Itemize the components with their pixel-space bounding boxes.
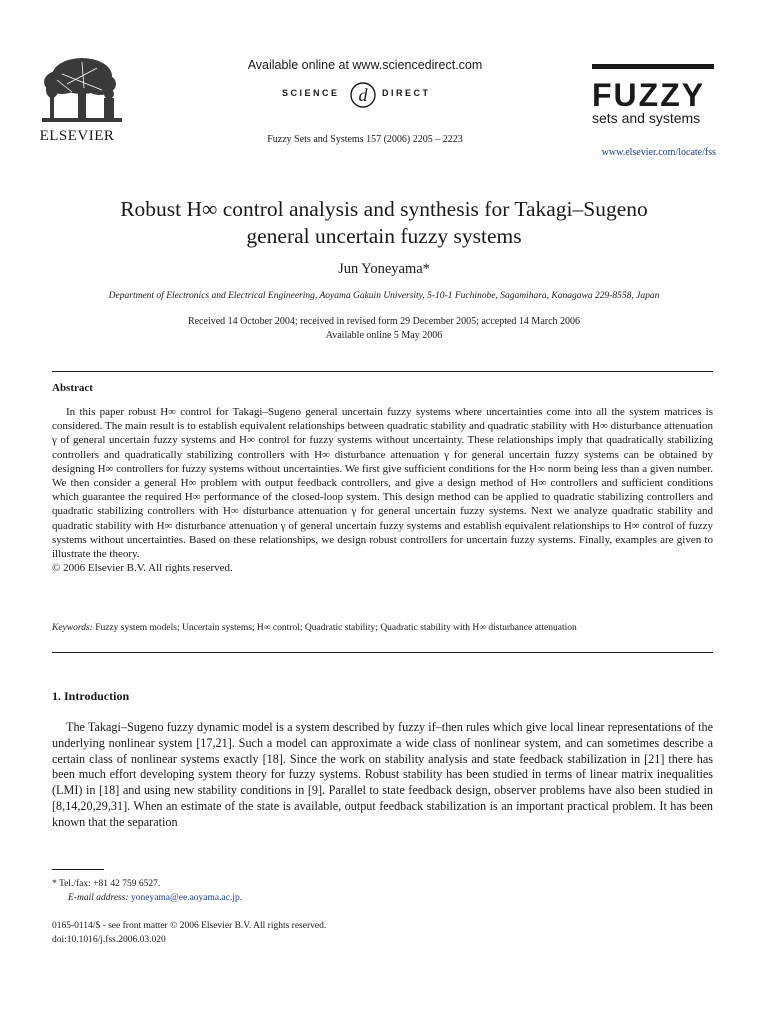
footnote-rule: [52, 869, 104, 870]
sd-right-text: DIRECT: [382, 88, 431, 98]
abstract-paragraph: In this paper robust H∞ control for Takagi–Sugeno general uncertain fuzzy systems where uncertainties come into all the system matrices is considered. The main result is to establish equivalent relationships between quadratic stability and quadratic stability with H∞ disturbance attenuation γ of general uncertain fuzzy systems and H∞ control for fuzzy systems without uncertainty. These relationships imply that quadratically stabilizing controllers and quadratically stabilizing controllers with H∞ disturbance attenuation γ for general uncertain fuzzy systems can be obtained by designing H∞ controllers for fuzzy systems without uncertainties. We first give sufficient conditions for the H∞ norm being less than a given number. We then consider a general H∞ problem with output feedback controllers, and give a design method of H∞ controllers and sufficient conditions which guarantee the required H∞ performance of the closed-loop system. This design method can be applied to quadratic stabilizing controllers and quadratic stabilizing controllers with H∞ disturbance attenuation γ for general uncertain fuzzy systems. Next we analyze quadratic stability and quadratic stability with H∞ disturbance attenuation γ of general uncertain fuzzy systems and establish equivalent relationships to H∞ control of fuzzy systems without uncertainties. Based on these relationships, we design robust controllers for uncertain fuzzy systems. Finally, examples are given to illustrate the theory.: [52, 406, 713, 561]
publisher-name: ELSEVIER: [39, 128, 115, 144]
svg-text:d: d: [358, 85, 368, 105]
keywords: [52, 623, 713, 633]
abstract-copyright: © 2006 Elsevier B.V. All rights reserved.: [52, 562, 233, 575]
elsevier-tree-logo: [22, 54, 132, 129]
sd-left-text: SCIENCE: [282, 88, 340, 98]
title-line-2: general uncertain fuzzy systems: [246, 224, 522, 248]
journal-logo-bar: [592, 64, 714, 69]
affiliation: Department of Electronics and Electrical Engineering, Aoyama Gakuin University, 5-10-1 Fuchinobe, Sagamihara, Kanagawa 229-8558, Japan: [108, 291, 660, 301]
imprint-line-1: 0165-0114/$ - see front matter © 2006 Elsevier B.V. All rights reserved.: [52, 921, 327, 931]
rule-top: [52, 371, 713, 372]
journal-logo-main: FUZZY: [592, 77, 706, 113]
footnote-tel: * Tel./fax: +81 42 759 6527.: [52, 879, 161, 889]
journal-url-link[interactable]: www.elsevier.com/locate/fss: [601, 147, 716, 158]
email-label: E-mail address:: [68, 893, 129, 903]
received-dates: Received 14 October 2004; received in revised form 29 December 2005; accepted 14 March 2006: [187, 316, 581, 327]
sciencedirect-logo: [282, 80, 452, 110]
journal-reference: Fuzzy Sets and Systems 157 (2006) 2205 – 2223: [267, 134, 463, 145]
title-line-1: Robust H∞ control analysis and synthesis for Takagi–Sugeno: [120, 197, 648, 221]
author-name: Jun Yoneyama*: [338, 261, 430, 277]
footnote-email: [68, 893, 242, 903]
section-heading-introduction: 1. Introduction: [52, 689, 130, 703]
abstract-heading: Abstract: [52, 382, 93, 394]
email-link[interactable]: yoneyama@ee.aoyama.ac.jp: [130, 893, 240, 903]
abstract-body: [52, 405, 713, 575]
available-date: Available online 5 May 2006: [325, 330, 443, 341]
imprint-doi: doi:10.1016/j.fss.2006.03.020: [52, 935, 166, 945]
sd-d-icon: [348, 80, 378, 110]
rule-bottom: [52, 652, 713, 653]
introduction-body: [52, 720, 713, 831]
article-title: [40, 196, 728, 250]
journal-logo-sub: sets and systems: [592, 110, 701, 126]
available-online-line[interactable]: Available online at www.sciencedirect.com: [247, 58, 483, 72]
email-end: .: [239, 893, 243, 903]
introduction-paragraph: The Takagi–Sugeno fuzzy dynamic model is a system described by fuzzy if–then rules which give local linear representations of the underlying nonlinear system [17,21]. Such a model can approximate a wide class of nonlinear system, and can sometimes describe a certain class of nonlinear systems exactly [18]. Since the work on stability analysis and state feedback stabilization in [21] there has been much effort developing system theory for fuzzy systems. Robust stability has been studied in terms of linear matrix inequalities (LMI) in [18] and using new stability conditions in [9]. Parallel to state feedback design, observer problems have also been studied in [8,14,20,29,31]. When an estimate of the state is available, output feedback stabilization is an important practical problem. It has been known that the separation: [52, 720, 713, 829]
article-dates: [40, 315, 728, 343]
keywords-list: Fuzzy system models; Uncertain systems; H∞ control; Quadratic stability; Quadratic stability with H∞ disturbance attenuation: [92, 623, 577, 633]
keywords-label: Keywords:: [52, 623, 93, 633]
